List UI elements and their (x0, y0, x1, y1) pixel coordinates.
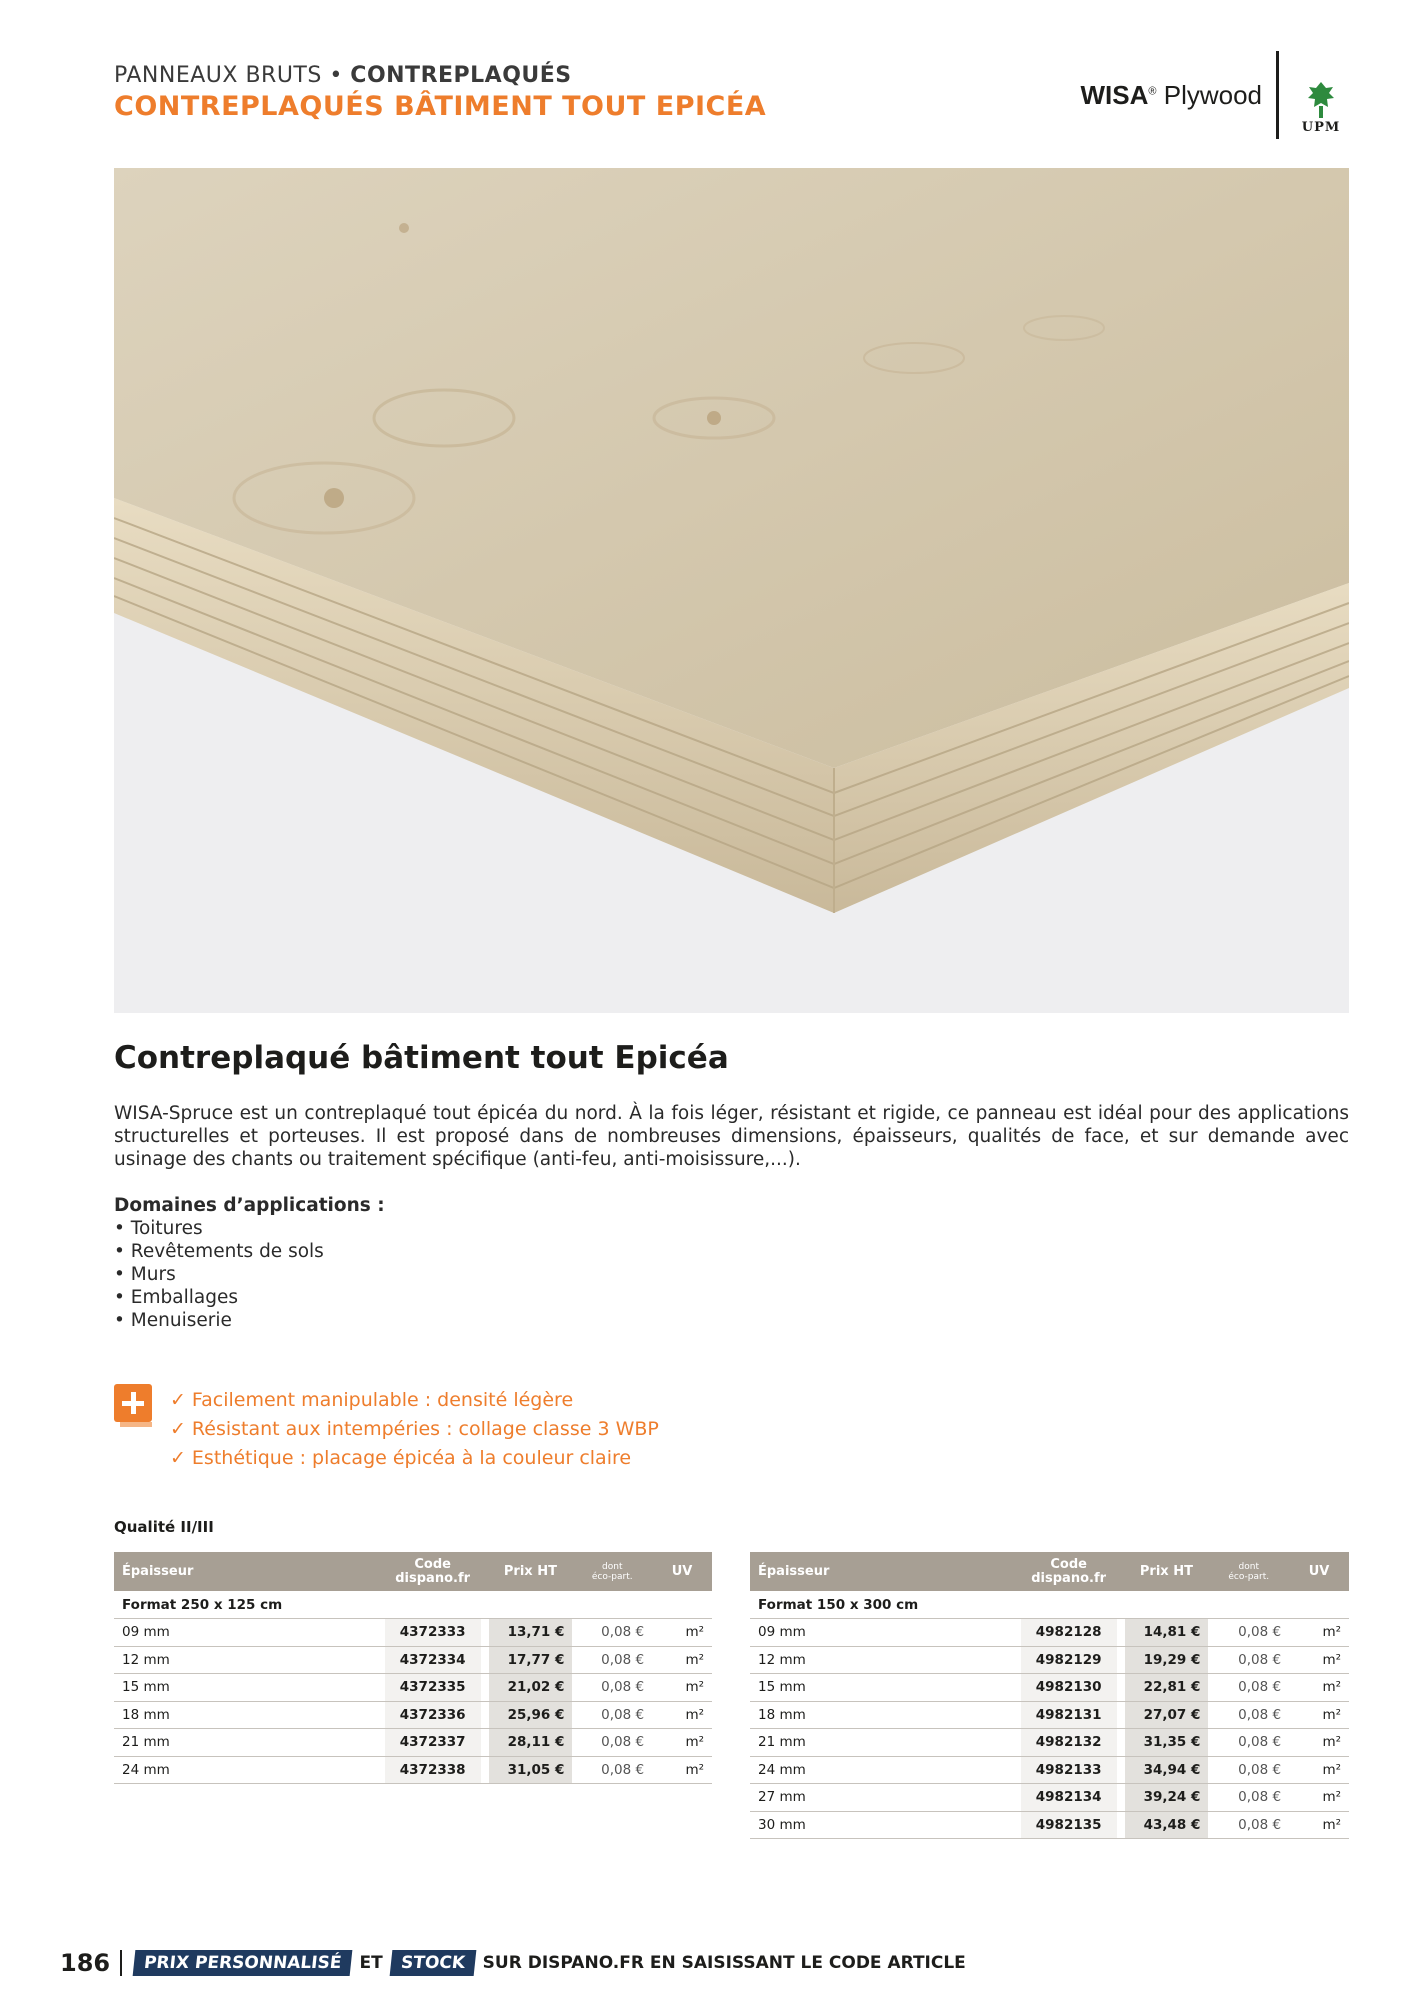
price-cell: 22,81 € (1125, 1674, 1209, 1702)
registered-mark: ® (1148, 84, 1157, 97)
eco-part-cell: 0,08 € (1208, 1674, 1289, 1702)
thickness-cell: 18 mm (114, 1701, 385, 1729)
brand-logos (1081, 50, 1350, 140)
price-cell: 17,77 € (489, 1646, 573, 1674)
table-row (114, 1619, 712, 1647)
spacer-cell (1117, 1756, 1125, 1784)
unit-cell: m² (1289, 1646, 1349, 1674)
table-row (750, 1729, 1349, 1757)
upm-logo-text: UPM (1301, 120, 1341, 135)
price-table-left (114, 1552, 712, 1784)
price-cell: 27,07 € (1125, 1701, 1209, 1729)
custom-price-tag: PRIX PERSONNALISÉ (133, 1950, 353, 1976)
applications-section (114, 1194, 714, 1332)
quality-label: Qualité II/III (114, 1518, 214, 1536)
unit-cell: m² (1289, 1729, 1349, 1757)
unit-cell: m² (1289, 1619, 1349, 1647)
unit-cell: m² (1289, 1784, 1349, 1812)
spacer-cell (481, 1701, 489, 1729)
list-item: • Revêtements de sols (114, 1240, 714, 1263)
list-item (170, 1386, 659, 1415)
thickness-cell: 12 mm (114, 1646, 385, 1674)
thickness-cell: 21 mm (114, 1729, 385, 1757)
col-eco: dont éco-part. (572, 1552, 652, 1591)
list-item: • Menuiserie (114, 1309, 714, 1332)
eco-part-cell: 0,08 € (572, 1674, 652, 1702)
check-icon: ✓ (170, 1389, 186, 1411)
spacer-cell (481, 1756, 489, 1784)
thickness-cell: 09 mm (750, 1619, 1021, 1647)
table-row (750, 1619, 1349, 1647)
table-row (750, 1646, 1349, 1674)
eco-part-cell: 0,08 € (572, 1729, 652, 1757)
applications-list (114, 1217, 714, 1332)
plywood-logo-text: Plywood (1156, 79, 1262, 110)
benefits-list (170, 1386, 659, 1473)
page-title: CONTREPLAQUÉS BÂTIMENT TOUT EPICÉA (114, 91, 767, 122)
table-header-row (114, 1552, 712, 1591)
code-cell: 4982134 (1021, 1784, 1117, 1812)
code-cell: 4372337 (385, 1729, 481, 1757)
breadcrumb-section: PANNEAUX BRUTS • (114, 63, 351, 88)
eco-part-cell: 0,08 € (572, 1701, 652, 1729)
thickness-cell: 15 mm (750, 1674, 1021, 1702)
col-code: Code dispano.fr (385, 1552, 481, 1591)
col-prix: Prix HT (489, 1552, 573, 1591)
code-cell: 4372336 (385, 1701, 481, 1729)
eco-part-cell: 0,08 € (1208, 1756, 1289, 1784)
spacer-cell (481, 1619, 489, 1647)
thickness-cell: 30 mm (750, 1811, 1021, 1839)
code-cell: 4982131 (1021, 1701, 1117, 1729)
footer-divider (120, 1950, 122, 1976)
thickness-cell: 15 mm (114, 1674, 385, 1702)
col-uv: UV (1289, 1552, 1349, 1591)
table-row (750, 1701, 1349, 1729)
table-row (750, 1674, 1349, 1702)
code-cell: 4372335 (385, 1674, 481, 1702)
spacer-cell (1117, 1729, 1125, 1757)
col-epaisseur: Épaisseur (750, 1552, 1021, 1591)
thickness-cell: 24 mm (750, 1756, 1021, 1784)
code-cell: 4982133 (1021, 1756, 1117, 1784)
table-row (114, 1674, 712, 1702)
product-description: WISA-Spruce est un contreplaqué tout épicéa du nord. À la fois léger, résistant et rigide, ce panneau est idéal pour des applications structurelles et porteuses. Il est proposé dans de nombreuses dimensions, épaisseurs, qualités de face, et sur demande avec usinage des chants ou traitement spécifique (anti-feu, anti-moisissure,...). (114, 1103, 1349, 1170)
price-table-right (750, 1552, 1349, 1839)
eco-part-cell: 0,08 € (1208, 1646, 1289, 1674)
check-icon: ✓ (170, 1447, 186, 1469)
check-icon: ✓ (170, 1418, 186, 1440)
unit-cell: m² (652, 1674, 712, 1702)
price-cell: 13,71 € (489, 1619, 573, 1647)
unit-cell: m² (1289, 1756, 1349, 1784)
spacer-cell (481, 1674, 489, 1702)
unit-cell: m² (1289, 1811, 1349, 1839)
plus-icon (114, 1384, 152, 1422)
col-eco: dont éco-part. (1208, 1552, 1289, 1591)
upm-logo (1293, 55, 1349, 135)
table-row (750, 1811, 1349, 1839)
product-title: Contreplaqué bâtiment tout Epicéa (114, 1040, 729, 1076)
stock-tag: STOCK (389, 1950, 476, 1976)
table-row (114, 1756, 712, 1784)
unit-cell: m² (652, 1756, 712, 1784)
price-cell: 19,29 € (1125, 1646, 1209, 1674)
price-cell: 31,35 € (1125, 1729, 1209, 1757)
unit-cell: m² (1289, 1674, 1349, 1702)
product-image (114, 168, 1349, 1013)
eco-part-cell: 0,08 € (572, 1619, 652, 1647)
eco-part-cell: 0,08 € (572, 1646, 652, 1674)
price-cell: 28,11 € (489, 1729, 573, 1757)
thickness-cell: 24 mm (114, 1756, 385, 1784)
code-cell: 4982129 (1021, 1646, 1117, 1674)
price-cell: 34,94 € (1125, 1756, 1209, 1784)
unit-cell: m² (652, 1729, 712, 1757)
table-row (114, 1729, 712, 1757)
col-code: Code dispano.fr (1021, 1552, 1117, 1591)
price-cell: 21,02 € (489, 1674, 573, 1702)
griffin-icon (1306, 80, 1336, 120)
table-row (114, 1646, 712, 1674)
unit-cell: m² (652, 1701, 712, 1729)
format-label: Format 250 x 125 cm (114, 1591, 712, 1619)
unit-cell: m² (652, 1646, 712, 1674)
table-row (750, 1756, 1349, 1784)
code-cell: 4372334 (385, 1646, 481, 1674)
spacer-cell (1117, 1619, 1125, 1647)
code-cell: 4982135 (1021, 1811, 1117, 1839)
col-prix: Prix HT (1125, 1552, 1209, 1591)
price-cell: 25,96 € (489, 1701, 573, 1729)
benefit-text: Facilement manipulable : densité légère (191, 1389, 574, 1411)
format-label: Format 150 x 300 cm (750, 1591, 1349, 1619)
unit-cell: m² (1289, 1701, 1349, 1729)
code-cell: 4372333 (385, 1619, 481, 1647)
list-item (170, 1444, 659, 1473)
price-cell: 39,24 € (1125, 1784, 1209, 1812)
spacer-cell (481, 1646, 489, 1674)
spacer-cell (1117, 1674, 1125, 1702)
applications-title: Domaines d’applications : (114, 1195, 385, 1216)
thickness-cell: 09 mm (114, 1619, 385, 1647)
price-cell: 43,48 € (1125, 1811, 1209, 1839)
table-row (114, 1701, 712, 1729)
col-epaisseur: Épaisseur (114, 1552, 385, 1591)
format-row (114, 1591, 712, 1619)
table-header-row (750, 1552, 1349, 1591)
unit-cell: m² (652, 1619, 712, 1647)
price-cell: 31,05 € (489, 1756, 573, 1784)
table-row (750, 1784, 1349, 1812)
eco-part-cell: 0,08 € (1208, 1811, 1289, 1839)
thickness-cell: 21 mm (750, 1729, 1021, 1757)
code-cell: 4372338 (385, 1756, 481, 1784)
code-cell: 4982132 (1021, 1729, 1117, 1757)
page-number: 186 (60, 1949, 111, 1977)
eco-part-cell: 0,08 € (1208, 1729, 1289, 1757)
wisa-plywood-logo (1081, 80, 1277, 111)
brand-divider (1276, 51, 1279, 139)
footer-and: ET (359, 1953, 383, 1973)
benefit-text: Résistant aux intempéries : collage classe 3 WBP (191, 1418, 659, 1440)
list-item: • Murs (114, 1263, 714, 1286)
price-cell: 14,81 € (1125, 1619, 1209, 1647)
thickness-cell: 27 mm (750, 1784, 1021, 1812)
footer-text: SUR DISPANO.FR EN SAISISSANT LE CODE ARTICLE (482, 1953, 966, 1973)
format-row (750, 1591, 1349, 1619)
wisa-logo-text: WISA (1080, 79, 1149, 110)
eco-part-cell: 0,08 € (1208, 1619, 1289, 1647)
spacer-cell (1117, 1646, 1125, 1674)
list-item: • Emballages (114, 1286, 714, 1309)
spacer-cell (1117, 1701, 1125, 1729)
spacer-cell (1117, 1811, 1125, 1839)
code-cell: 4982130 (1021, 1674, 1117, 1702)
col-uv: UV (652, 1552, 712, 1591)
spacer-cell (481, 1729, 489, 1757)
plywood-panel-illustration (114, 168, 1349, 1013)
eco-part-cell: 0,08 € (1208, 1784, 1289, 1812)
thickness-cell: 12 mm (750, 1646, 1021, 1674)
spacer-cell (1117, 1784, 1125, 1812)
benefit-text: Esthétique : placage épicéa à la couleur claire (191, 1447, 632, 1469)
page-footer (60, 1946, 974, 1980)
list-item: • Toitures (114, 1217, 714, 1240)
thickness-cell: 18 mm (750, 1701, 1021, 1729)
eco-part-cell: 0,08 € (1208, 1701, 1289, 1729)
eco-part-cell: 0,08 € (572, 1756, 652, 1784)
code-cell: 4982128 (1021, 1619, 1117, 1647)
list-item (170, 1415, 659, 1444)
breadcrumb-category: CONTREPLAQUÉS (350, 63, 572, 88)
